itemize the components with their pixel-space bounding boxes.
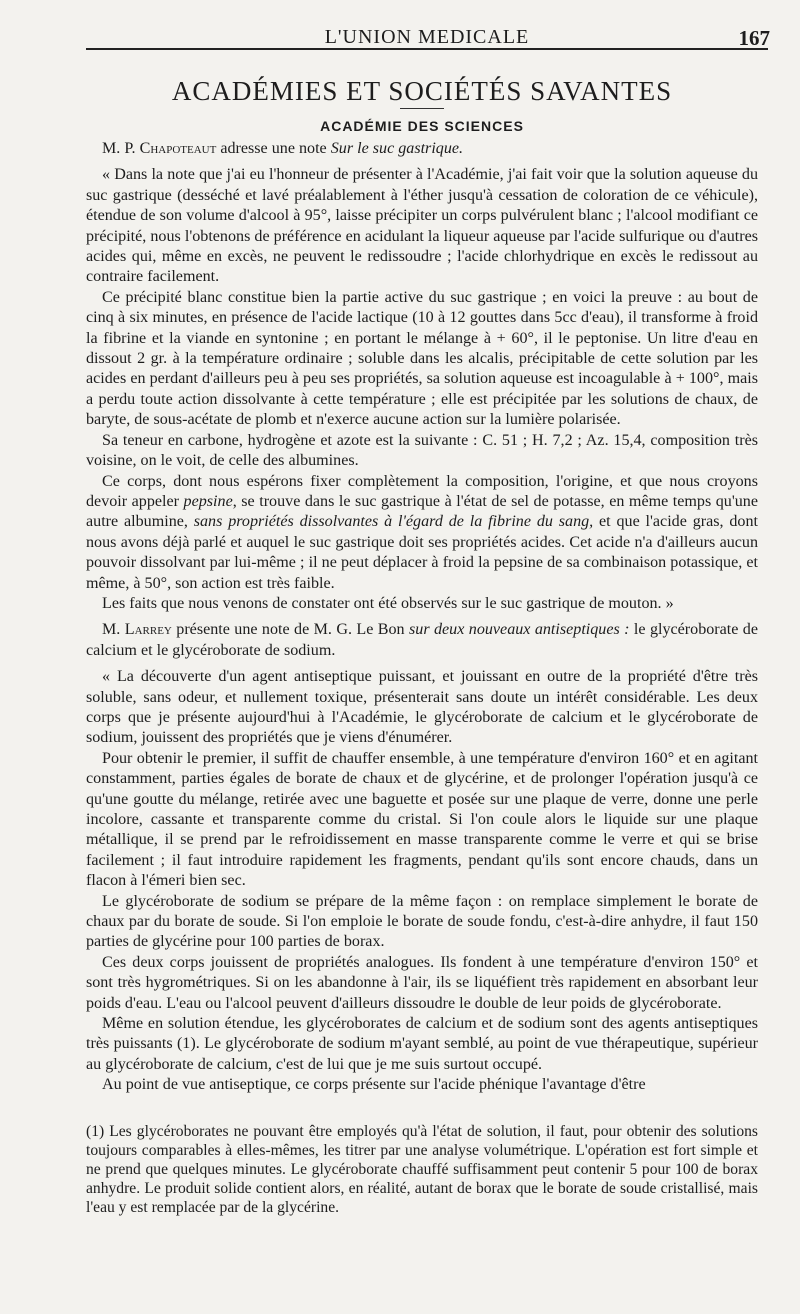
running-header [86, 0, 768, 50]
paragraph: Les faits que nous venons de constater ont été observés sur le suc gastrique de mouton. » [102, 594, 674, 612]
author-name: Chapoteaut [139, 140, 217, 157]
paragraph: Pour obtenir le premier, il suffit de chauffer ensemble, à une température d'environ 160° et en agitant constamment, parties égales de borate de chaux et de glycérine, et de prolonger l'opération jusqu'à ce qu'une goutte du mélange, retirée avec une baguette et posée sur une plaque de verre, donne une perle incolore, cassante et transparente comme du cristal. Si l'on coule alors le liquide sur une plaque métallique, il se prend par le refroidissement en masse transparente comme le verre et qui se brise facilement ; il faut introduire rapidement les fragments, pendant qu'ils sont encore chauds, dans un flacon à l'émeri bien sec. [86, 749, 758, 890]
paragraph: Ces deux corps jouissent de propriétés analogues. Ils fondent à une température d'environ 150° et sont très hygrométriques. Si on les abandonne à l'air, ils se liquéfient très rapidement en absorbant leur poids d'eau. L'eau ou l'alcool peuvent d'ailleurs dissoudre le double de leur poids de glycéroborate. [86, 953, 758, 1012]
paragraph: « Dans la note que j'ai eu l'honneur de présenter à l'Académie, j'ai fait voir que la solution aqueuse du suc gastrique (desséché et lavé préalablement à l'éther jusqu'à cessation de coloration de ce véhicule), étendue de son volume d'alcool à 95°, laisse précipiter un corps pulvérulent blanc ; l'alcool modifiant ce précipité, nous l'obtenons de préférence en acidulant la liqueur aqueuse par l'acide sulfurique ou d'autres acides qui, même en excès, ne peuvent le redissoudre ; l'acide chlorhydrique en excès le redissout au contraire facilement. [86, 166, 758, 286]
author-prefix: M. [102, 621, 121, 639]
text-run: , se trouve dans le suc gastrique à l'état de sel de potasse, en même temps qu'une autre albumine, [86, 492, 758, 531]
title-rule [400, 108, 444, 109]
paragraph: Ce précipité blanc constitue bien la partie active du suc gastrique ; en voici la preuve : au bout de cinq à six minutes, en présence de l'acide lactique (10 à 12 gouttes dans 5cc d'eau), il transforme à froid la fibrine et la viande en syntonine ; en portant le mélange à + 60°, il le peptonise. Un litre d'eau en dissout 2 gr. à la température ordinaire ; soluble dans les alcalis, précipitable de cette solution par les acides en perdant d'ailleurs peu à peu ses propriétés, sa solution aqueuse est incoagulable à + 100°, mais a perdu toute action dissolvante à cette température ; elle est précipitée par les solutions de chaux, de baryte, de sous-acétate de plomb et n'exerce aucune action sur la lumière polarisée. [86, 288, 758, 429]
italic-term: pepsine [183, 492, 233, 510]
note-intro [86, 139, 758, 159]
page-number: 167 [738, 26, 770, 50]
author-name: Larrey [124, 621, 172, 639]
running-title: L'UNION MEDICALE [324, 26, 530, 48]
paragraph: « La découverte d'un agent antiseptique puissant, et jouissant en outre de la propriété d'être très soluble, sans odeur, et nullement toxique, présenterait sans doute un intérêt considérable. Les deux corps que je présente aujourd'hui à l'Académie, le glycéroborate de calcium et le glycéroborate de sodium, jouissent des propriétés que je viens d'énumérer. [86, 668, 758, 747]
note-title: Sur le suc gastrique. [330, 140, 464, 157]
paragraph: Même en solution étendue, les glycéroborates de calcium et de sodium sont des agents antiseptiques très puissants (1). Le glycéroborate de sodium m'ayant semblé, au point de vue thérapeutique, supérieur au glycéroborate de calcium, c'est de lui que je me suis surtout occupé. [86, 1015, 758, 1073]
paragraph-pepsine [86, 472, 758, 594]
section-title: ACADÉMIES ET SOCIÉTÉS SAVANTES [171, 76, 673, 106]
text-run: le glycéroborate de calcium et le glycéroborate de sodium. [86, 621, 759, 659]
paragraph: Sa teneur en carbone, hydrogène et azote est la suivante : C. 51 ; H. 7,2 ; Az. 15,4, composition très voisine, on le voit, de celle des albumines. [86, 431, 758, 470]
paragraph: Au point de vue antiseptique, ce corps présente sur l'acide phénique l'avantage d'être [102, 1076, 646, 1094]
text-run: et que l'acide gras, dont nous avons déjà parlé et auquel le suc gastrique doit ses propriétés acides. Cet acide n'a d'ailleurs aucun pouvoir dissolvant par lui-même ; il ne peut déplacer à froid la pepsine de sa combinaison potassique, et même, à 50°, son action est très faible. [86, 513, 758, 592]
text-run: Ce corps, dont nous espérons fixer complètement la composition, l'origine, et que nous croyons devoir appeler [86, 472, 758, 510]
paragraph: Le glycéroborate de sodium se prépare de la même façon : on remplace simplement le borate de chaux par du borate de soude. Si l'on emploie le borate de soude fondu, c'est-à-dire anhydre, il faut 150 parties de glycérine pour 100 parties de borax. [86, 892, 758, 951]
footnote-separator [86, 1096, 758, 1122]
note-intro-2 [86, 620, 758, 661]
note-title: sur deux nouveaux antiseptiques : [409, 621, 630, 639]
italic-phrase: sans propriétés dissolvantes à l'égard de la fibrine du sang, [193, 513, 594, 531]
author-prefix: M. P. [102, 140, 136, 157]
text-run: présente une note de M. G. Le Bon [171, 621, 410, 639]
footnote: (1) Les glycéroborates ne pouvant être employés qu'à l'état de solution, il faut, pour obtenir des solutions toujours comparables à elles-mêmes, les titrer par une analyse volumétrique. L'opération est fort simple et ne prend que quelques minutes. Le glycéroborate chauffé suffisamment peut contenir 5 pour 100 de borax anhydre. Le produit solide contient alors, en réalité, autant de borax que le borate de soude cristallisé, mais l'eau y est remplacée par de la glycérine. [86, 1122, 758, 1216]
academy-title: ACADÉMIE DES SCIENCES [320, 118, 524, 134]
note-intro-text: adresse une note [220, 140, 327, 157]
